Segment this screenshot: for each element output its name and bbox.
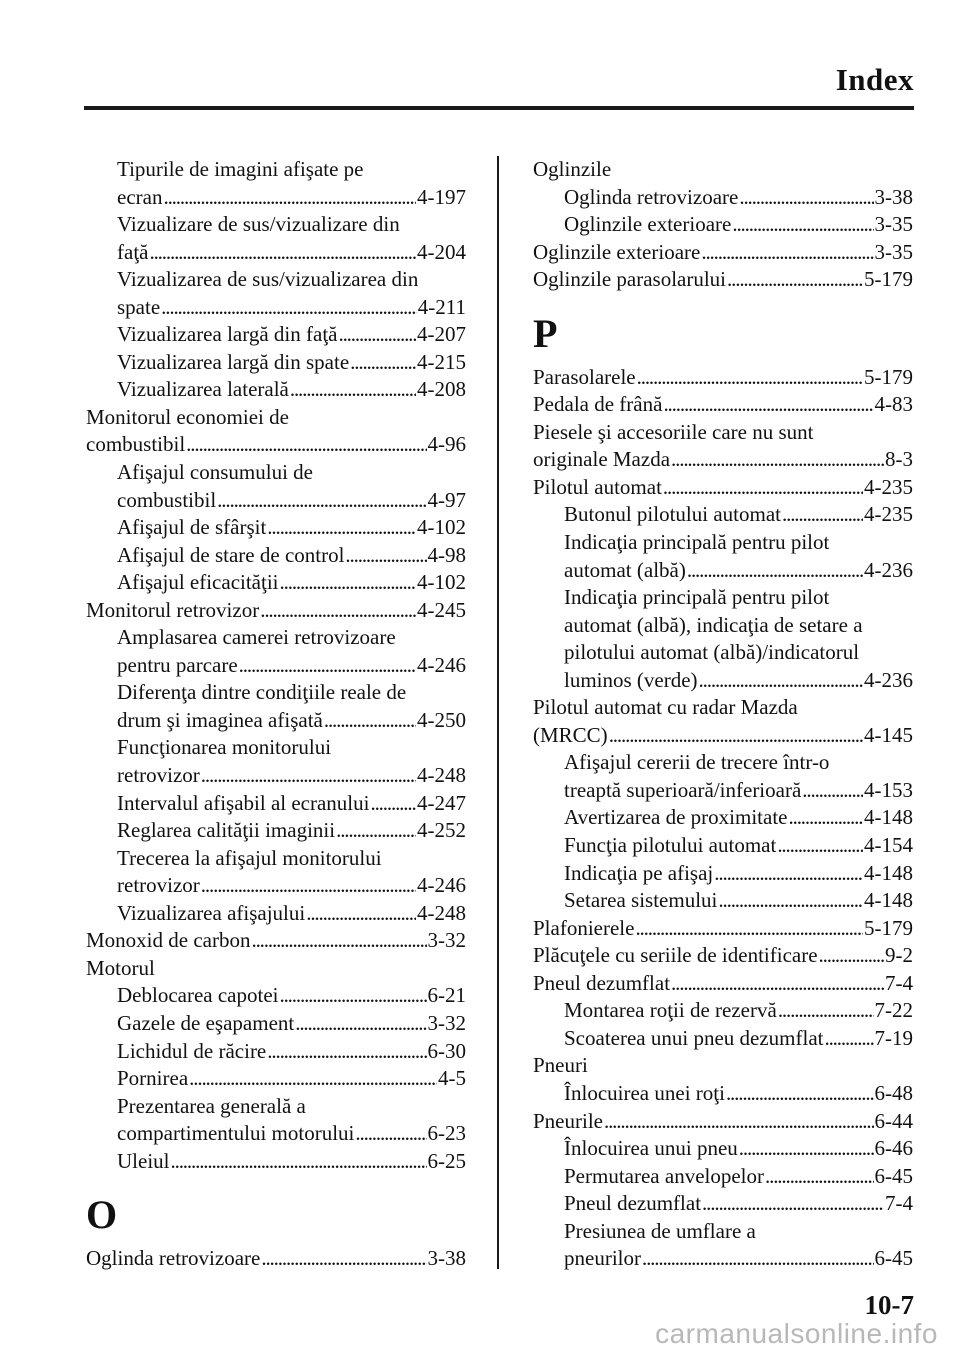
entry-text: Parasolarele <box>533 364 636 389</box>
index-entry <box>533 474 913 502</box>
dot-leader <box>739 184 873 212</box>
entry-text: Vizualizarea largă din spate <box>117 349 350 374</box>
index-subentry: Prezentarea generală a <box>117 1093 306 1118</box>
entry-text: Gazele de eşapament <box>117 1010 295 1035</box>
page-reference: 4-148 <box>864 805 913 830</box>
index-subentry <box>86 569 466 597</box>
dot-leader <box>345 542 426 570</box>
page-reference: 7-4 <box>885 970 913 995</box>
index-subentry: automat (albă), indicaţia de setare a <box>564 612 863 637</box>
dot-leader <box>671 970 884 998</box>
page-reference: 4-154 <box>864 833 913 858</box>
page-reference: 4-211 <box>417 294 466 319</box>
entry-text: Pilotul automat <box>533 474 662 499</box>
dot-leader <box>671 446 884 474</box>
entry-text: Permutarea anvelopelor <box>564 1163 764 1188</box>
index-subentry <box>86 184 466 212</box>
dot-leader <box>726 1080 874 1108</box>
index-subentry <box>86 762 466 790</box>
index-entry <box>533 722 913 750</box>
page-reference: 3-35 <box>874 212 913 237</box>
index-subentry: Afişajul cererii de trecere într-o <box>564 750 830 775</box>
index-entry: Monitorul economiei de <box>86 404 289 429</box>
page-reference: 6-48 <box>874 1080 913 1105</box>
index-subentry: Afişajul consumului de <box>117 460 313 485</box>
dot-leader <box>290 376 416 404</box>
index-subentry <box>533 887 913 915</box>
dot-leader <box>189 1065 437 1093</box>
page-reference: 6-25 <box>427 1148 466 1173</box>
entry-text: Indicaţia pe afişaj <box>564 860 714 885</box>
page-reference: 6-21 <box>427 983 466 1008</box>
index-subentry <box>533 211 913 239</box>
index-subentry <box>86 1065 466 1093</box>
page-reference: 8-3 <box>885 447 913 472</box>
index-entry <box>533 942 913 970</box>
index-subentry <box>533 804 913 832</box>
index-subentry: Diferenţa dintre condiţiile reale de <box>117 680 407 705</box>
dot-leader <box>718 887 863 915</box>
entry-text: luminos (verde) <box>564 667 698 692</box>
entry-text: Deblocarea capotei <box>117 983 279 1008</box>
entry-text: Pornirea <box>117 1066 189 1091</box>
page-reference: 4-247 <box>417 790 466 815</box>
entry-text: Vizualizarea afişajului <box>117 900 306 925</box>
dot-leader <box>149 239 416 267</box>
index-subentry <box>86 514 466 542</box>
page-reference: 4-250 <box>417 707 466 732</box>
dot-leader <box>324 707 416 735</box>
dot-leader <box>819 942 884 970</box>
page-reference: 4-145 <box>864 722 913 747</box>
dot-leader <box>782 501 863 529</box>
dot-leader <box>370 790 416 818</box>
entry-text: Monitorul retrovizor <box>86 597 260 622</box>
index-entry: Oglinzile <box>533 157 612 181</box>
page-reference: 4-207 <box>417 322 466 347</box>
page-reference: 5-179 <box>864 267 913 292</box>
dot-leader <box>637 364 863 392</box>
index-entry <box>533 970 913 998</box>
index-entry <box>86 927 466 955</box>
dot-leader <box>201 762 416 790</box>
entry-text: Oglinda retrovizoare <box>564 184 739 209</box>
index-subentry: Indicaţia principală pentru pilot <box>564 585 830 610</box>
entry-text: Înlocuirea unui pneu <box>564 1136 738 1161</box>
entry-text: pentru parcare <box>117 652 238 677</box>
page-reference: 6-45 <box>874 1163 913 1188</box>
index-subentry: Indicaţia principală pentru pilot <box>564 530 830 555</box>
dot-leader <box>201 872 416 900</box>
index-entry <box>533 1108 913 1136</box>
page-reference: 4-5 <box>438 1066 466 1091</box>
index-subentry <box>86 1148 466 1176</box>
page-reference: 4-248 <box>417 900 466 925</box>
dot-leader <box>702 1190 884 1218</box>
entry-text: Montarea roţii de rezervă <box>564 998 777 1023</box>
index-entry <box>533 239 913 267</box>
index-subentry <box>86 321 466 349</box>
index-subentry: Trecerea la afişajul monitorului <box>117 845 382 870</box>
page-number: 10-7 <box>864 1290 914 1320</box>
dot-leader <box>338 321 416 349</box>
dot-leader <box>171 1148 427 1176</box>
page-reference: 3-38 <box>874 184 913 209</box>
section-letter: O <box>86 1192 118 1238</box>
index-subentry: Tipurile de imagini afişate pe <box>117 157 364 181</box>
dot-leader <box>279 982 426 1010</box>
index-subentry <box>86 239 466 267</box>
dot-leader <box>714 860 863 888</box>
page-reference: 3-35 <box>874 239 913 264</box>
index-subentry <box>86 900 466 928</box>
entry-text: Oglinzile exterioare <box>564 212 732 237</box>
dot-leader <box>635 915 863 943</box>
entry-text: faţă <box>117 239 149 264</box>
index-subentry <box>533 832 913 860</box>
page-reference: 6-44 <box>874 1108 913 1133</box>
index-subentry: Presiunea de umflare a <box>564 1218 756 1243</box>
page-reference: 7-22 <box>874 998 913 1023</box>
index-entry: Pilotul automat cu radar Mazda <box>533 695 798 720</box>
dot-leader <box>732 211 873 239</box>
index-subentry <box>533 557 913 585</box>
entry-text: combustibil <box>86 432 186 457</box>
dot-leader <box>604 1108 874 1136</box>
index-entry <box>533 915 913 943</box>
index-subentry <box>86 487 466 515</box>
page-reference: 4-236 <box>864 667 913 692</box>
dot-leader <box>765 1163 874 1191</box>
entry-text: compartimentului motorului <box>117 1121 355 1146</box>
page-reference: 4-83 <box>874 392 913 417</box>
page-reference: 4-204 <box>417 239 466 264</box>
entry-text: originale Mazda <box>533 447 671 472</box>
dot-leader <box>824 1025 873 1053</box>
index-entry <box>86 431 466 459</box>
section-letter: P <box>533 310 558 356</box>
dot-leader <box>687 557 863 585</box>
entry-text: Monoxid de carbon <box>86 928 251 953</box>
entry-text: spate <box>117 294 161 319</box>
index-subentry <box>533 997 913 1025</box>
page-reference: 4-235 <box>864 502 913 527</box>
dot-leader <box>663 391 873 419</box>
index-subentry <box>533 777 913 805</box>
dot-leader <box>251 927 426 955</box>
entry-text: automat (albă) <box>564 557 686 582</box>
entry-text: Pedala de frână <box>533 392 663 417</box>
index-subentry <box>86 1038 466 1066</box>
index-subentry: Amplasarea camerei retrovizoare <box>117 625 396 650</box>
index-subentry <box>86 1010 466 1038</box>
dot-leader <box>699 667 863 695</box>
entry-text: Lichidul de răcire <box>117 1038 267 1063</box>
page-reference: 4-153 <box>864 777 913 802</box>
index-subentry <box>533 1245 913 1273</box>
index-subentry <box>533 1163 913 1191</box>
page-reference: 4-208 <box>417 377 466 402</box>
index-entry: Pneuri <box>533 1053 588 1078</box>
dot-leader <box>350 349 416 377</box>
page-reference: 6-30 <box>427 1038 466 1063</box>
dot-leader <box>261 1245 426 1273</box>
dot-leader <box>739 1135 874 1163</box>
index-subentry: Funcţionarea monitorului <box>117 735 332 760</box>
entry-text: ecran <box>117 184 163 209</box>
page-reference: 4-97 <box>427 487 466 512</box>
dot-leader <box>789 804 864 832</box>
entry-text: Intervalul afişabil al ecranului <box>117 790 370 815</box>
entry-text: Uleiul <box>117 1148 170 1173</box>
page-reference: 6-46 <box>874 1136 913 1161</box>
entry-text: Afişajul de sfârşit <box>117 515 267 540</box>
page-reference: 6-23 <box>427 1121 466 1146</box>
index-entry <box>533 391 913 419</box>
index-subentry <box>533 501 913 529</box>
entry-text: Oglinda retrovizoare <box>86 1246 261 1271</box>
index-subentry <box>86 1120 466 1148</box>
watermark: carmanualsonline.info <box>655 1318 938 1349</box>
index-subentry <box>533 1080 913 1108</box>
page-reference: 9-2 <box>885 943 913 968</box>
entry-text: Pneurile <box>533 1108 603 1133</box>
page-reference: 4-236 <box>864 557 913 582</box>
index-subentry <box>533 1190 913 1218</box>
dot-leader <box>663 474 863 502</box>
dot-leader <box>777 832 863 860</box>
dot-leader <box>778 997 874 1025</box>
entry-text: Vizualizarea laterală <box>117 377 289 402</box>
entry-text: Funcţia pilotului automat <box>564 833 777 858</box>
index-subentry <box>533 860 913 888</box>
page-reference: 3-32 <box>427 928 466 953</box>
entry-text: Afişajul eficacităţii <box>117 570 279 595</box>
entry-text: drum şi imaginea afişată <box>117 707 323 732</box>
entry-text: retrovizor <box>117 873 200 898</box>
page-header-title: Index <box>835 62 914 97</box>
index-subentry <box>86 982 466 1010</box>
page-reference: 7-4 <box>885 1191 913 1216</box>
index-subentry <box>86 294 466 322</box>
dot-leader <box>306 900 416 928</box>
page-reference: 4-248 <box>417 763 466 788</box>
page-reference: 4-102 <box>417 570 466 595</box>
index-entry <box>533 446 913 474</box>
page-reference: 5-179 <box>864 364 913 389</box>
page-reference: 4-246 <box>417 873 466 898</box>
dot-leader <box>355 1120 426 1148</box>
page-reference: 4-148 <box>864 860 913 885</box>
dot-leader <box>217 487 426 515</box>
entry-text: Oglinzile parasolarului <box>533 267 727 292</box>
index-subentry <box>533 667 913 695</box>
index-subentry: pilotului automat (albă)/indicatorul <box>564 640 860 665</box>
dot-leader <box>260 597 416 625</box>
index-subentry <box>86 872 466 900</box>
page-reference: 4-148 <box>864 888 913 913</box>
page-reference: 4-235 <box>864 474 913 499</box>
header-rule <box>84 106 914 110</box>
dot-leader <box>267 514 416 542</box>
index-column-left <box>86 156 466 1273</box>
dot-leader <box>161 294 417 322</box>
index-subentry <box>86 542 466 570</box>
dot-leader <box>802 777 863 805</box>
page-reference: 4-96 <box>427 432 466 457</box>
page-reference: 6-45 <box>874 1246 913 1271</box>
index-entry <box>533 364 913 392</box>
index-subentry <box>86 349 466 377</box>
entry-text: retrovizor <box>117 763 200 788</box>
index-subentry <box>86 652 466 680</box>
index-entry <box>86 597 466 625</box>
dot-leader <box>295 1010 426 1038</box>
index-subentry <box>533 1135 913 1163</box>
entry-text: Vizualizarea largă din faţă <box>117 322 338 347</box>
index-entry <box>86 1245 466 1273</box>
index-subentry <box>86 376 466 404</box>
index-subentry <box>533 184 913 212</box>
entry-text: Setarea sistemului <box>564 888 718 913</box>
index-entry <box>533 266 913 294</box>
index-entry: Piesele şi accesoriile care nu sunt <box>533 419 814 444</box>
entry-text: Oglinzile exterioare <box>533 239 701 264</box>
page-reference: 5-179 <box>864 915 913 940</box>
entry-text: Butonul pilotului automat <box>564 502 781 527</box>
index-subentry <box>86 817 466 845</box>
dot-leader <box>336 817 416 845</box>
page-reference: 4-197 <box>417 184 466 209</box>
entry-text: Afişajul de stare de control <box>117 542 345 567</box>
entry-text: Reglarea calităţii imaginii <box>117 818 336 843</box>
entry-text: Plafonierele <box>533 915 635 940</box>
entry-text: (MRCC) <box>533 722 608 747</box>
dot-leader <box>609 722 863 750</box>
entry-text: Înlocuirea unei roţi <box>564 1080 725 1105</box>
dot-leader <box>267 1038 426 1066</box>
entry-text: combustibil <box>117 487 217 512</box>
index-subentry <box>533 1025 913 1053</box>
dot-leader <box>642 1245 874 1273</box>
index-subentry <box>86 707 466 735</box>
page-reference: 4-98 <box>427 542 466 567</box>
index-subentry <box>86 790 466 818</box>
page-reference: 3-38 <box>427 1246 466 1271</box>
index-entry: Motorul <box>86 955 155 980</box>
dot-leader <box>186 431 426 459</box>
dot-leader <box>727 266 863 294</box>
index-column-right <box>533 156 913 1273</box>
dot-leader <box>280 569 416 597</box>
entry-text: Scoaterea unui pneu dezumflat <box>564 1025 824 1050</box>
page-reference: 4-215 <box>417 349 466 374</box>
entry-text: pneurilor <box>564 1246 641 1271</box>
page-reference: 4-245 <box>417 597 466 622</box>
page-reference: 7-19 <box>874 1025 913 1050</box>
dot-leader <box>239 652 416 680</box>
entry-text: Pneul dezumflat <box>564 1191 702 1216</box>
page-reference: 4-252 <box>417 818 466 843</box>
index-subentry: Vizualizare de sus/vizualizare din <box>117 212 400 237</box>
entry-text: Plăcuţele cu seriile de identificare <box>533 943 818 968</box>
page-reference: 4-246 <box>417 652 466 677</box>
page-reference: 3-32 <box>427 1010 466 1035</box>
entry-text: Avertizarea de proximitate <box>564 805 788 830</box>
index-subentry: Vizualizarea de sus/vizualizarea din <box>117 267 419 292</box>
entry-text: Pneul dezumflat <box>533 970 671 995</box>
dot-leader <box>701 239 873 267</box>
dot-leader <box>163 184 416 212</box>
entry-text: treaptă superioară/inferioară <box>564 777 802 802</box>
page-reference: 4-102 <box>417 515 466 540</box>
column-divider <box>497 156 499 1269</box>
